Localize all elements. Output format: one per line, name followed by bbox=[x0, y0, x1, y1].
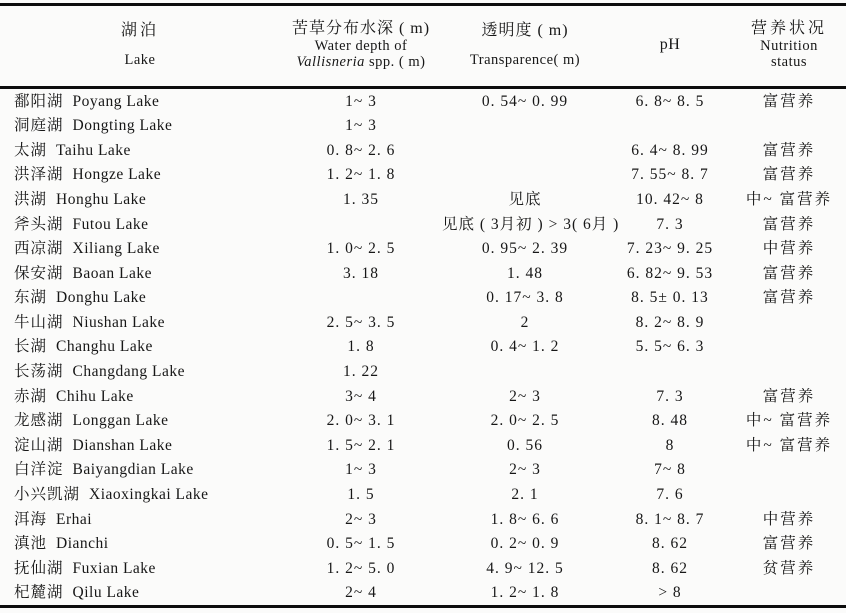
col-header-trans-zh: 透明度 ( m) bbox=[481, 21, 569, 39]
water-depth-cell: 0. 5~ 1. 5 bbox=[326, 535, 396, 553]
col-header-nutrition bbox=[732, 5, 846, 88]
lake-name-zh: 牛山湖 bbox=[14, 313, 64, 331]
lake-name-cell bbox=[0, 212, 280, 237]
nutrition-status-cell: 中~ 富营养 bbox=[745, 412, 833, 430]
lake-name-zh: 保安湖 bbox=[14, 264, 64, 282]
lake-name-zh: 西凉湖 bbox=[14, 240, 64, 258]
vallisneria-italic: Vallisneria bbox=[296, 54, 365, 70]
table-row bbox=[0, 483, 846, 508]
transparency-cell: 2. 0~ 2. 5 bbox=[490, 412, 560, 430]
lake-name-cell bbox=[0, 114, 280, 139]
nutrition-status-cell: 中~ 富营养 bbox=[745, 190, 833, 208]
nutrition-status-cell: 富营养 bbox=[762, 92, 816, 110]
col-header-water-depth bbox=[280, 5, 442, 88]
transparency-cell: 0. 2~ 0. 9 bbox=[490, 535, 560, 553]
nutrition-status-cell: 富营养 bbox=[762, 535, 816, 553]
transparency-cell: 0. 54~ 0. 99 bbox=[481, 92, 569, 110]
transparency-cell: 0. 4~ 1. 2 bbox=[490, 338, 560, 356]
nutrition-status-cell bbox=[732, 458, 846, 483]
lake-name-zh: 淀山湖 bbox=[14, 436, 64, 454]
transparency-cell: 2 bbox=[520, 313, 530, 331]
lake-name-cell bbox=[0, 556, 280, 581]
lake-name-cell bbox=[0, 138, 280, 163]
lake-name-cell bbox=[0, 532, 280, 557]
lake-name-cell bbox=[0, 310, 280, 335]
table-row bbox=[0, 212, 846, 237]
nutrition-status-cell: 富营养 bbox=[762, 289, 816, 307]
table-row bbox=[0, 507, 846, 532]
lakes-table bbox=[0, 3, 846, 608]
table-row bbox=[0, 163, 846, 188]
col-header-depth-zh: 苦草分布水深 ( m) bbox=[291, 19, 431, 37]
table-row bbox=[0, 409, 846, 434]
transparency-cell: 1. 2~ 1. 8 bbox=[490, 584, 560, 602]
lake-name-zh: 鄱阳湖 bbox=[14, 92, 64, 110]
nutrition-status-cell: 中营养 bbox=[762, 510, 816, 528]
spp-unit: spp. ( m) bbox=[364, 54, 426, 70]
lake-name-cell bbox=[0, 360, 280, 385]
col-header-lake-en: Lake bbox=[124, 51, 156, 68]
nutrition-status-cell bbox=[732, 360, 846, 385]
water-depth-cell: 1. 5 bbox=[347, 486, 375, 504]
table-row bbox=[0, 458, 846, 483]
lake-name-cell bbox=[0, 187, 280, 212]
col-header-transparency bbox=[442, 5, 608, 88]
lake-name-zh: 洪湖 bbox=[14, 190, 48, 208]
transparency-cell: 见底 ( 3月初 ) > 3( 6月 ) bbox=[442, 215, 620, 233]
col-header-status-zh: 营养状况 bbox=[750, 19, 827, 37]
lake-name-en: Hongze Lake bbox=[72, 166, 162, 184]
table-row bbox=[0, 114, 846, 139]
ph-cell: 7. 6 bbox=[656, 486, 684, 504]
lake-name-en: Longgan Lake bbox=[72, 412, 169, 430]
water-depth-cell: 1~ 3 bbox=[345, 92, 377, 110]
nutrition-status-cell: 富营养 bbox=[762, 387, 816, 405]
table-row bbox=[0, 88, 846, 114]
transparency-cell: 2~ 3 bbox=[509, 461, 541, 479]
lake-name-zh: 洪泽湖 bbox=[14, 166, 64, 184]
table-row bbox=[0, 532, 846, 557]
table-header bbox=[0, 5, 846, 88]
ph-cell: 8. 5± 0. 13 bbox=[631, 289, 709, 307]
ph-cell: 8. 62 bbox=[652, 559, 688, 577]
lake-name-cell bbox=[0, 237, 280, 262]
col-header-status-en1: Nutrition bbox=[760, 37, 818, 54]
ph-cell bbox=[608, 114, 732, 139]
lake-name-cell bbox=[0, 163, 280, 188]
col-header-depth-en2 bbox=[297, 55, 426, 70]
lake-name-zh: 杞麓湖 bbox=[14, 584, 64, 602]
lake-name-cell bbox=[0, 581, 280, 607]
transparency-cell bbox=[442, 114, 608, 139]
nutrition-status-cell: 富营养 bbox=[762, 264, 816, 282]
water-depth-cell: 1. 35 bbox=[343, 190, 379, 208]
table-row bbox=[0, 384, 846, 409]
ph-cell: 8 bbox=[665, 436, 675, 454]
water-depth-cell: 1. 8 bbox=[347, 338, 375, 356]
lake-name-en: Baiyangdian Lake bbox=[72, 461, 194, 479]
table-row bbox=[0, 433, 846, 458]
table-row bbox=[0, 310, 846, 335]
lake-name-en: Baoan Lake bbox=[72, 264, 152, 282]
ph-cell: 8. 48 bbox=[652, 412, 688, 430]
lake-name-zh: 长荡湖 bbox=[14, 363, 64, 381]
ph-cell: 7. 3 bbox=[656, 387, 684, 405]
ph-cell: 7~ 8 bbox=[654, 461, 686, 479]
lake-name-zh: 白洋淀 bbox=[14, 461, 64, 479]
transparency-cell bbox=[442, 163, 608, 188]
col-header-lake bbox=[0, 5, 280, 88]
lake-name-zh: 小兴凯湖 bbox=[14, 486, 81, 504]
table-row bbox=[0, 261, 846, 286]
table-row bbox=[0, 360, 846, 385]
col-header-trans-en: Transparence( m) bbox=[469, 51, 581, 68]
transparency-cell: 2~ 3 bbox=[509, 387, 541, 405]
ph-cell: 8. 1~ 8. 7 bbox=[635, 510, 705, 528]
lake-name-en: Dianchi bbox=[56, 535, 109, 553]
lake-name-cell bbox=[0, 409, 280, 434]
lake-name-cell bbox=[0, 507, 280, 532]
water-depth-cell: 1~ 3 bbox=[345, 117, 377, 135]
ph-cell bbox=[608, 360, 732, 385]
water-depth-cell: 3. 18 bbox=[343, 264, 379, 282]
transparency-cell bbox=[442, 360, 608, 385]
water-depth-cell: 0. 8~ 2. 6 bbox=[326, 141, 396, 159]
water-depth-cell: 1. 22 bbox=[343, 363, 379, 381]
lake-name-en: Changhu Lake bbox=[56, 338, 153, 356]
lake-name-en: Chihu Lake bbox=[56, 387, 134, 405]
nutrition-status-cell bbox=[732, 581, 846, 607]
lake-name-cell bbox=[0, 483, 280, 508]
lake-name-cell bbox=[0, 335, 280, 360]
water-depth-cell: 3~ 4 bbox=[345, 387, 377, 405]
nutrition-status-cell bbox=[732, 114, 846, 139]
table-row bbox=[0, 138, 846, 163]
ph-cell: 7. 55~ 8. 7 bbox=[631, 166, 709, 184]
lake-name-en: Poyang Lake bbox=[72, 92, 160, 110]
lake-name-cell bbox=[0, 261, 280, 286]
ph-cell: 10. 42~ 8 bbox=[636, 190, 704, 208]
lake-name-en: Xiliang Lake bbox=[72, 240, 160, 258]
nutrition-status-cell: 中营养 bbox=[762, 240, 816, 258]
ph-cell: 8. 2~ 8. 9 bbox=[635, 313, 705, 331]
ph-cell: 6. 82~ 9. 53 bbox=[626, 264, 714, 282]
table-row bbox=[0, 237, 846, 262]
lake-name-zh: 滇池 bbox=[14, 535, 48, 553]
transparency-cell: 0. 95~ 2. 39 bbox=[481, 240, 569, 258]
lake-name-zh: 长湖 bbox=[14, 338, 48, 356]
nutrition-status-cell bbox=[732, 483, 846, 508]
water-depth-cell: 2. 5~ 3. 5 bbox=[326, 313, 396, 331]
lake-name-cell bbox=[0, 458, 280, 483]
table-row bbox=[0, 286, 846, 311]
water-depth-cell: 2~ 4 bbox=[345, 584, 377, 602]
transparency-cell: 4. 9~ 12. 5 bbox=[486, 559, 564, 577]
table-body bbox=[0, 88, 846, 607]
lake-name-en: Qilu Lake bbox=[72, 584, 140, 602]
lake-name-zh: 斧头湖 bbox=[14, 215, 64, 233]
water-depth-cell bbox=[280, 286, 442, 311]
lake-name-en: Changdang Lake bbox=[72, 363, 185, 381]
lake-name-zh: 太湖 bbox=[14, 141, 48, 159]
transparency-cell bbox=[442, 138, 608, 163]
nutrition-status-cell: 富营养 bbox=[762, 215, 816, 233]
table-row bbox=[0, 581, 846, 607]
ph-cell: 8. 62 bbox=[652, 535, 688, 553]
lake-name-en: Erhai bbox=[56, 510, 93, 528]
ph-cell: > 8 bbox=[658, 584, 682, 602]
ph-cell: 6. 8~ 8. 5 bbox=[635, 92, 705, 110]
water-depth-cell: 1~ 3 bbox=[345, 461, 377, 479]
lake-name-en: Fuxian Lake bbox=[72, 559, 156, 577]
ph-cell: 7. 3 bbox=[656, 215, 684, 233]
lake-name-en: Niushan Lake bbox=[72, 313, 166, 331]
water-depth-cell: 1. 5~ 2. 1 bbox=[326, 436, 396, 454]
transparency-cell: 0. 17~ 3. 8 bbox=[486, 289, 564, 307]
col-header-ph-label: pH bbox=[659, 36, 681, 53]
lake-name-en: Taihu Lake bbox=[56, 141, 131, 159]
ph-cell: 7. 23~ 9. 25 bbox=[626, 240, 714, 258]
transparency-cell: 0. 56 bbox=[507, 436, 543, 454]
transparency-cell: 1. 8~ 6. 6 bbox=[490, 510, 560, 528]
lake-name-en: Donghu Lake bbox=[56, 289, 147, 307]
lake-name-cell bbox=[0, 384, 280, 409]
water-depth-cell: 1. 2~ 1. 8 bbox=[326, 166, 396, 184]
lake-name-en: Dianshan Lake bbox=[72, 436, 173, 454]
lake-name-en: Xiaoxingkai Lake bbox=[89, 486, 209, 504]
lake-name-zh: 洱海 bbox=[14, 510, 48, 528]
nutrition-status-cell bbox=[732, 335, 846, 360]
col-header-lake-zh: 湖泊 bbox=[120, 21, 159, 39]
col-header-depth-en1: Water depth of bbox=[314, 37, 408, 54]
nutrition-status-cell: 富营养 bbox=[762, 141, 816, 159]
water-depth-cell: 1. 2~ 5. 0 bbox=[326, 559, 396, 577]
lake-name-zh: 东湖 bbox=[14, 289, 48, 307]
nutrition-status-cell bbox=[732, 310, 846, 335]
lake-name-zh: 龙感湖 bbox=[14, 412, 64, 430]
nutrition-status-cell: 中~ 富营养 bbox=[745, 436, 833, 454]
lake-name-cell bbox=[0, 286, 280, 311]
table-row bbox=[0, 187, 846, 212]
lake-name-zh: 赤湖 bbox=[14, 387, 48, 405]
lake-name-zh: 抚仙湖 bbox=[14, 559, 64, 577]
transparency-cell: 见底 bbox=[508, 190, 542, 208]
lake-name-zh: 洞庭湖 bbox=[14, 117, 64, 135]
water-depth-cell: 2. 0~ 3. 1 bbox=[326, 412, 396, 430]
water-depth-cell: 1. 0~ 2. 5 bbox=[326, 240, 396, 258]
water-depth-cell: 2~ 3 bbox=[345, 510, 377, 528]
transparency-cell: 2. 1 bbox=[511, 486, 539, 504]
water-depth-cell bbox=[280, 212, 442, 237]
ph-cell: 6. 4~ 8. 99 bbox=[631, 141, 709, 159]
lake-name-cell bbox=[0, 433, 280, 458]
lake-name-en: Futou Lake bbox=[72, 215, 149, 233]
lake-name-cell bbox=[0, 88, 280, 114]
table-row bbox=[0, 556, 846, 581]
col-header-ph bbox=[608, 5, 732, 88]
transparency-cell: 1. 48 bbox=[507, 264, 543, 282]
ph-cell: 5. 5~ 6. 3 bbox=[635, 338, 705, 356]
nutrition-status-cell: 贫营养 bbox=[762, 559, 816, 577]
table-row bbox=[0, 335, 846, 360]
lake-name-en: Honghu Lake bbox=[56, 190, 147, 208]
lake-name-en: Dongting Lake bbox=[72, 117, 173, 135]
col-header-status-en2: status bbox=[770, 54, 808, 70]
nutrition-status-cell: 富营养 bbox=[762, 166, 816, 184]
